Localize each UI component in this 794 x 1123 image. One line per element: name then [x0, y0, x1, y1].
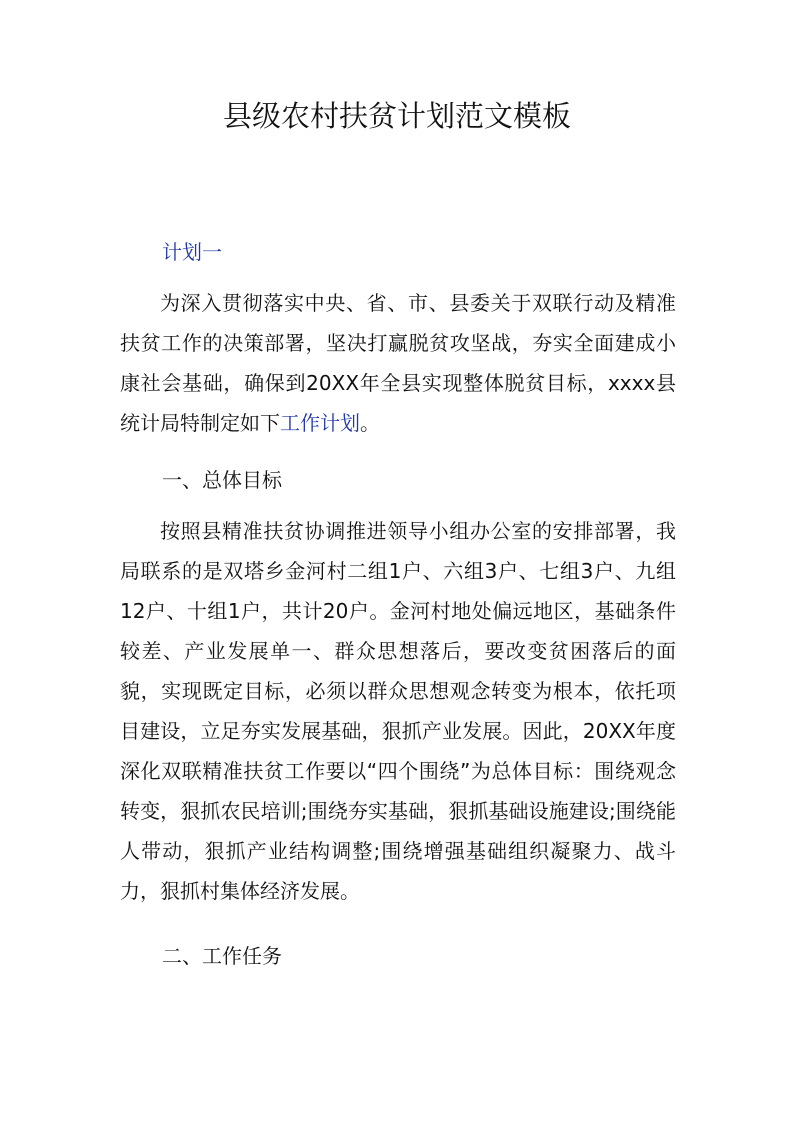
document-title: 县级农村扶贫计划范文模板: [222, 99, 571, 133]
intro-text-end: 。: [360, 411, 380, 435]
intro-text: 为深入贯彻落实中央、省、市、县委关于双联行动及精准扶贫工作的决策部署，坚决打赢脱贫攻坚战，夯实全面建成小康社会基础，确保到20XX年全县实现整体脱贫目标，xxxx县统计局特制定如下: [120, 291, 676, 435]
intro-paragraph: [120, 283, 676, 443]
section-heading-overall-goal: 一、总体目标: [162, 468, 282, 492]
plan-heading: 计划一: [162, 240, 222, 264]
work-plan-link[interactable]: 工作计划: [280, 411, 360, 435]
section-heading-tasks: 二、工作任务: [162, 944, 282, 968]
goal-paragraph: 按照县精准扶贫协调推进领导小组办公室的安排部署，我局联系的是双塔乡金河村二组1户、六组3户、七组3户、九组12户、十组1户，共计20户。金河村地处偏远地区，基础条件较差、产业发展单一、群众思想落后，要改变贫困落后的面貌，实现既定目标，必须以群众思想观念转变为根本，依托项目建设，立足夯实发展基础，狠抓产业发展。因此，20XX年度深化双联精准扶贫工作要以“四个围绕”为总体目标：围绕观念转变，狠抓农民培训;围绕夯实基础，狠抓基础设施建设;围绕能人带动，狠抓产业结构调整;围绕增强基础组织凝聚力、战斗力，狠抓村集体经济发展。: [120, 519, 676, 903]
